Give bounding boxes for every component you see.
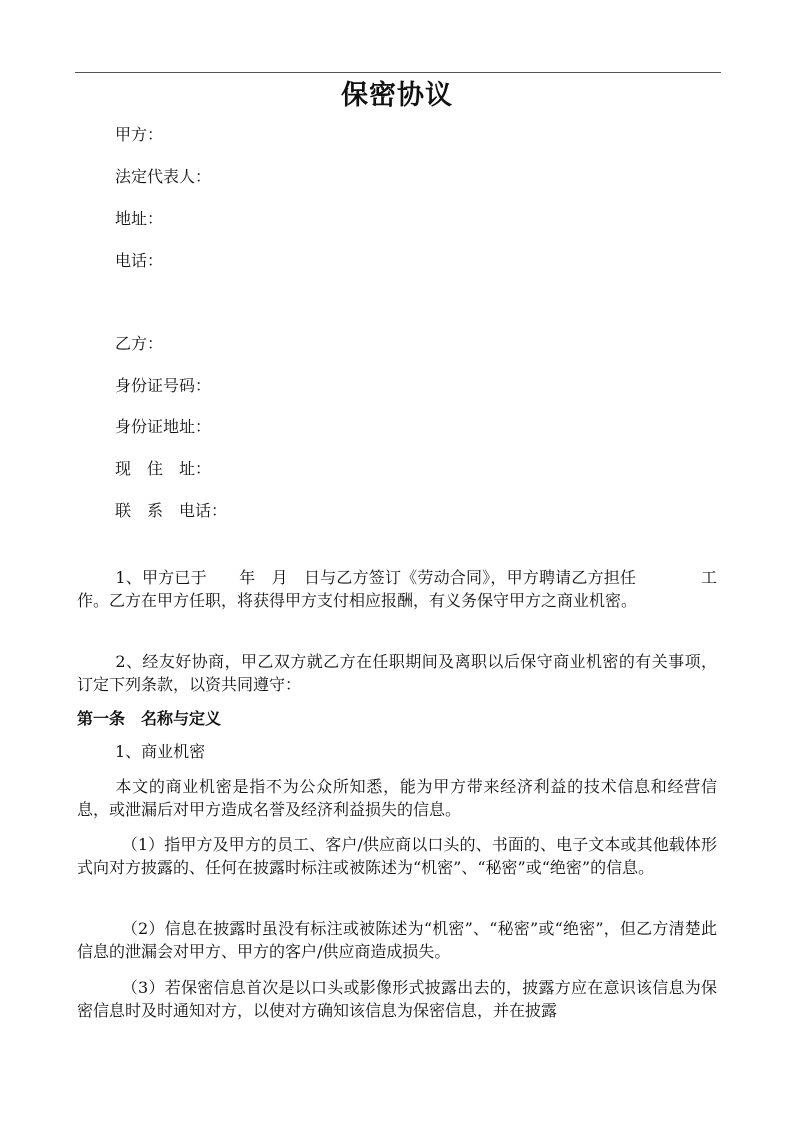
paragraph-4: （1）指甲方及甲方的员工、客户/供应商以口头的、书面的、电子文本或其他载体形式向对方披露的、任何在披露时标注或被陈述为“机密”、“秘密”或“绝密”的信息。 (77, 835, 717, 877)
header-rule (75, 72, 721, 73)
paragraph-6: （3）若保密信息首次是以口头或影像形式披露出去的，披露方应在意识该信息为保密信息时及时通知对方，以使对方确知该信息为保密信息，并在披露 (77, 978, 717, 1020)
party-a-representative-label: 法定代表人： (115, 167, 212, 186)
article-1-heading: 第一条 名称与定义 (77, 709, 222, 728)
document-title: 保密协议 (341, 80, 453, 111)
party-a-phone-label: 电话： (115, 251, 164, 270)
article-1-subheading: 1、商业机密 (115, 742, 206, 761)
party-b-name-label: 乙方： (115, 334, 164, 353)
paragraph-5: （2）信息在披露时虽没有标注或被陈述为“机密”、“秘密”或“绝密”，但乙方清楚此信息的泄漏会对甲方、甲方的客户/供应商造成损失。 (77, 919, 717, 961)
party-a-address-label: 地址： (115, 209, 164, 228)
party-a-name-label: 甲方： (115, 125, 164, 144)
party-b-phone-label: 联 系 电话： (115, 501, 228, 520)
paragraph-2: 2、经友好协商，甲乙双方就乙方在任职期间及离职以后保守商业机密的有关事项，订定下列条款，以资共同遵守： (77, 652, 717, 694)
party-b-id-number-label: 身份证号码： (115, 376, 212, 395)
party-b-id-address-label: 身份证地址： (115, 417, 212, 436)
paragraph-3: 本文的商业机密是指不为公众所知悉，能为甲方带来经济利益的技术信息和经营信息，或泄漏后对甲方造成名誉及经济利益损失的信息。 (77, 777, 717, 819)
paragraph-1: 1、甲方已于 年 月 日与乙方签订《劳动合同》，甲方聘请乙方担任 工作。乙方在甲方任职，将获得甲方支付相应报酬，有义务保守甲方之商业机密。 (77, 568, 717, 610)
party-b-residence-label: 现 住 址： (115, 459, 212, 478)
